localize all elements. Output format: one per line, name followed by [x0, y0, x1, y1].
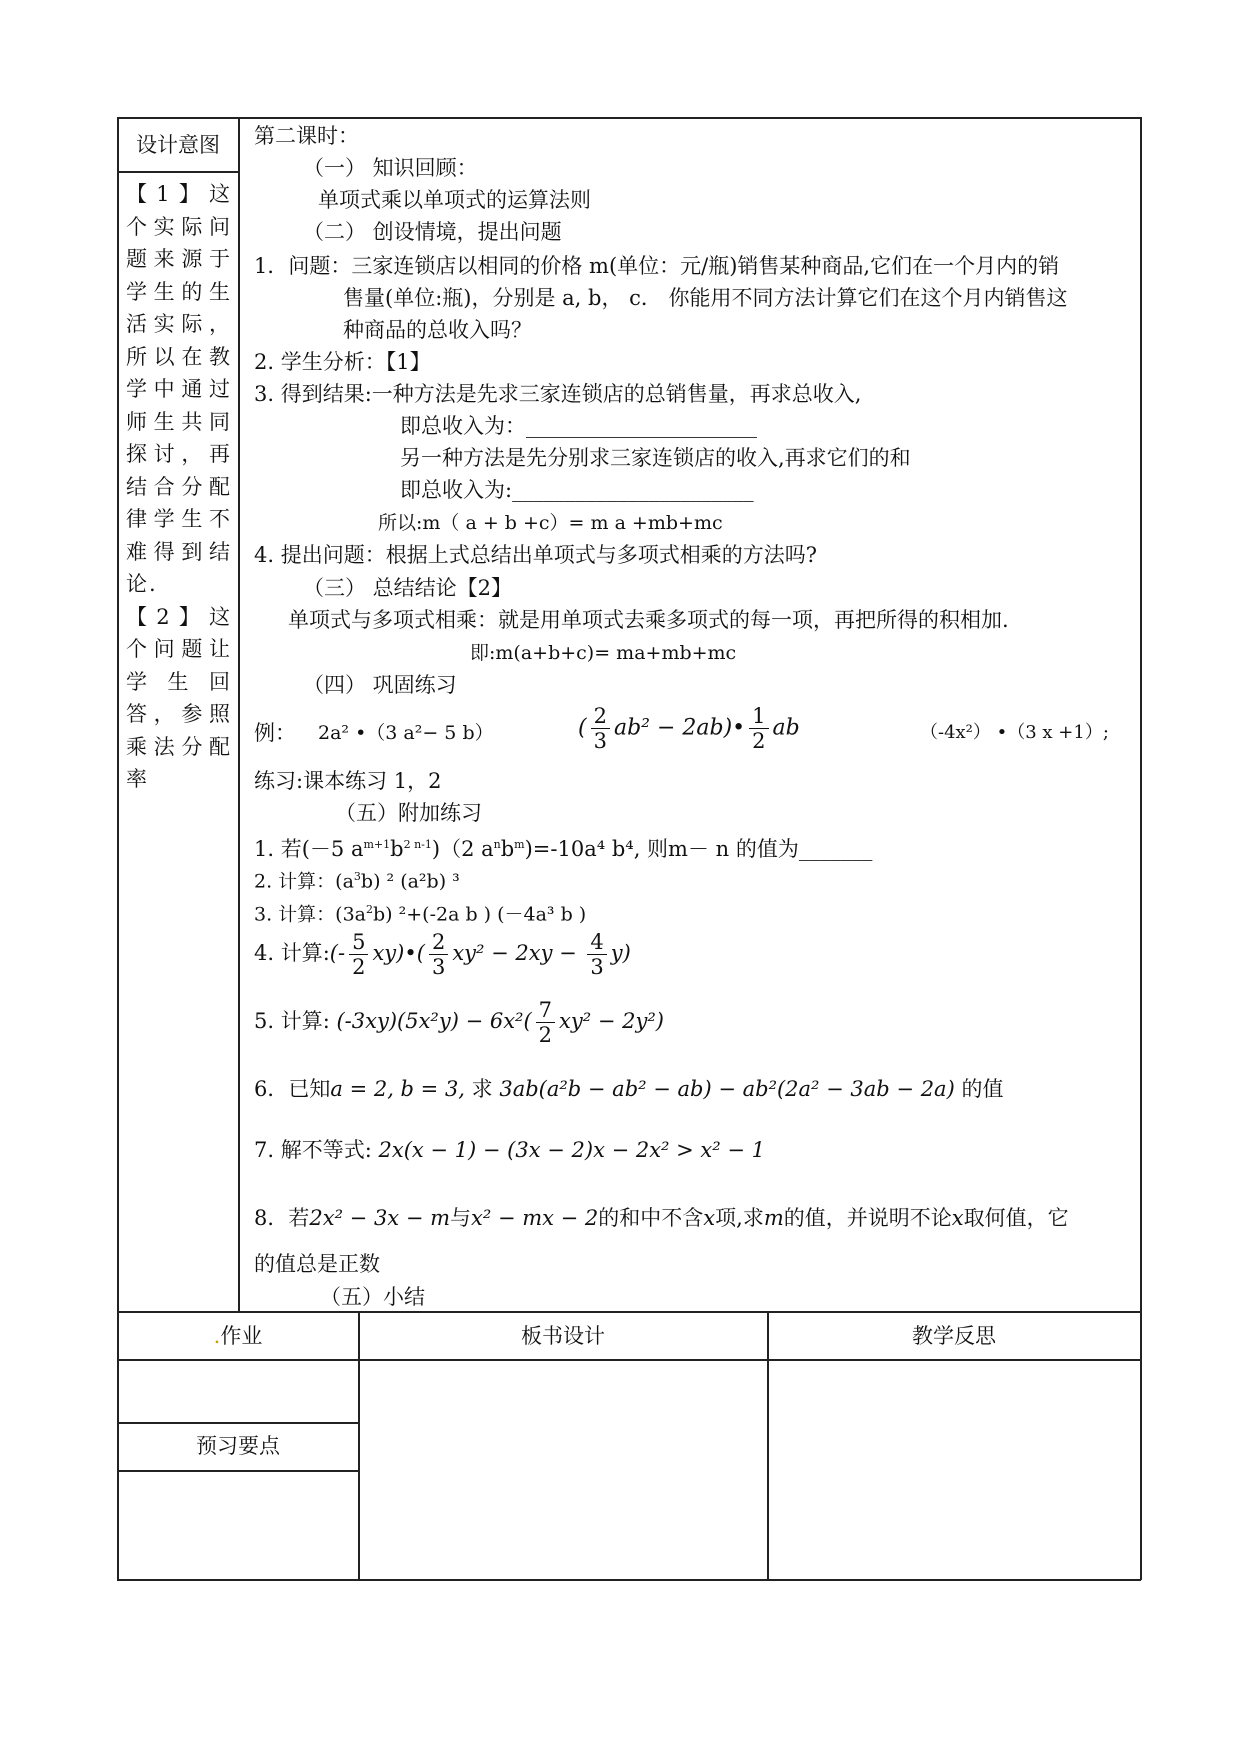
fraction-2-3-b: $\frac{2}{3}$	[429, 930, 448, 979]
extra-exercise-3: 3. 计算：$(3a^2b)$ ²+(-2a b ) (－4a³ b )	[254, 903, 587, 926]
border-right	[1140, 117, 1142, 1580]
fraction-5-2: $\frac{5}{2}$	[349, 930, 368, 979]
item-4: 4. 提出问题：根据上式总结出单项式与多项式相乘的方法吗?	[254, 543, 817, 567]
section-3-heading: （三） 总结结论【2】	[303, 576, 513, 600]
example-2: ( $\frac{2}{3}$ ab² − 2ab)• $\frac{1}{2}$ ab	[578, 704, 800, 753]
extra-exercise-4: 4. 计算:(- $\frac{5}{2}$ xy)•( $\frac{2}{3}$ xy² − 2xy − $\frac{4}{3}$ y)	[254, 930, 631, 979]
item-3: 3. 得到结果:一种方法是先求三家连锁店的总销售量，再求总收入,	[254, 382, 862, 406]
practice-line: 练习:课本练习 1，2	[254, 769, 442, 793]
column-divider	[238, 117, 240, 1312]
fraction-2-3: $\frac{2}{3}$	[591, 704, 610, 753]
problem-1-line-1: 1．问题：三家连锁店以相同的价格 m(单位：元/瓶)销售某种商品,它们在一个月内的销	[254, 254, 1060, 278]
preview-top-divider	[117, 1422, 359, 1424]
section-2-heading: （二） 创设情境，提出问题	[303, 220, 562, 244]
border-left	[117, 117, 119, 1580]
fraction-1-2: $\frac{1}{2}$	[749, 704, 768, 753]
section-5-heading: （五）附加练习	[335, 801, 482, 825]
section-4-heading: （四） 巩固练习	[303, 673, 457, 697]
fraction-4-3: $\frac{4}{3}$	[587, 930, 606, 979]
preview-bottom-divider	[117, 1470, 359, 1472]
item-2: 2. 学生分析：【1】	[254, 350, 431, 374]
rule-statement: 单项式与多项式相乘：就是用单项式去乘多项式的每一项，再把所得的积相加.	[288, 608, 1009, 632]
method-2-text: 另一种方法是先分别求三家连锁店的收入,再求它们的和	[400, 446, 911, 470]
fraction-7-2: $\frac{7}{2}$	[536, 998, 555, 1047]
extra-exercise-8-cont: 的值总是正数	[254, 1252, 380, 1276]
section-1-heading: （一） 知识回顾：	[303, 156, 478, 180]
example-3: （-4x²） •（3 x +1）;	[920, 722, 1109, 743]
total-income-blank-2: 即总收入为:_______________________	[400, 478, 754, 502]
extra-exercise-5: 5. 计算: (-3xy)(5x²y) − 6x²( $\frac{7}{2}$ xy² − 2y²)	[254, 998, 664, 1047]
design-intent-header: 设计意图	[136, 133, 220, 157]
rule-formula: 即:m(a+b+c)= ma+mb+mc	[470, 642, 737, 664]
board-design-header: 板书设计	[521, 1324, 605, 1348]
border-top	[117, 117, 1141, 119]
problem-1-line-2: 售量(单位:瓶)，分别是 a, b， c． 你能用不同方法计算它们在这个月内销售这	[343, 286, 1068, 310]
summary-heading: （五）小结	[320, 1285, 425, 1309]
design-header-divider	[117, 171, 239, 173]
extra-exercise-8: 8．若2x² − 3x − m与x² − mx − 2的和中不含x项,求m的值，并说明不论x取何值，它	[254, 1206, 1069, 1230]
section-1-text: 单项式乘以单项式的运算法则	[318, 188, 591, 212]
lesson-title: 第二课时：	[254, 124, 359, 148]
extra-exercise-7: 7. 解不等式: 2x(x − 1) − (3x − 2)x − 2x² > x² − 1	[254, 1138, 765, 1162]
design-intent-notes: 【1】这个实际问题来源于学生的生活实际，所以在教学中通过师生共同探讨，再结合分配律学生不难得到结论. 【2】这个问题让学生回答，参照乘法分配率	[126, 182, 232, 791]
homework-header: .作业	[213, 1324, 263, 1348]
bottom-header-divider	[117, 1359, 1141, 1361]
example-1: 2a² •（3 a²− 5 b）	[318, 722, 494, 744]
extra-exercise-2: 2. 计算：$(a^3b)$ ² (a²b) ³	[254, 870, 460, 893]
extra-exercise-6: 6．已知a = 2, b = 3, 求 3ab(a²b − ab² − ab) − ab²(2a² − 3ab − 2a) 的值	[254, 1077, 1004, 1101]
bottom-section-top	[117, 1311, 1141, 1313]
problem-1-line-3: 种商品的总收入吗？	[343, 318, 532, 342]
extra-exercise-1: 1. 若(－5 $a^{m+1}b^{2 n-1})(2$ $a^nb^m)=-10a^4$ b⁴, 则m－ n 的值为_______	[254, 837, 873, 861]
border-bottom	[117, 1579, 1141, 1581]
example-label: 例：	[254, 721, 296, 745]
bottom-col2-divider	[767, 1311, 769, 1580]
total-income-blank-1: 即总收入为：______________________	[400, 414, 757, 438]
teaching-reflection-header: 教学反思	[912, 1324, 996, 1348]
therefore-equation: 所以:m（ a + b +c）= m a +mb+mc	[378, 512, 723, 534]
preview-points-header: 预习要点	[196, 1434, 280, 1458]
